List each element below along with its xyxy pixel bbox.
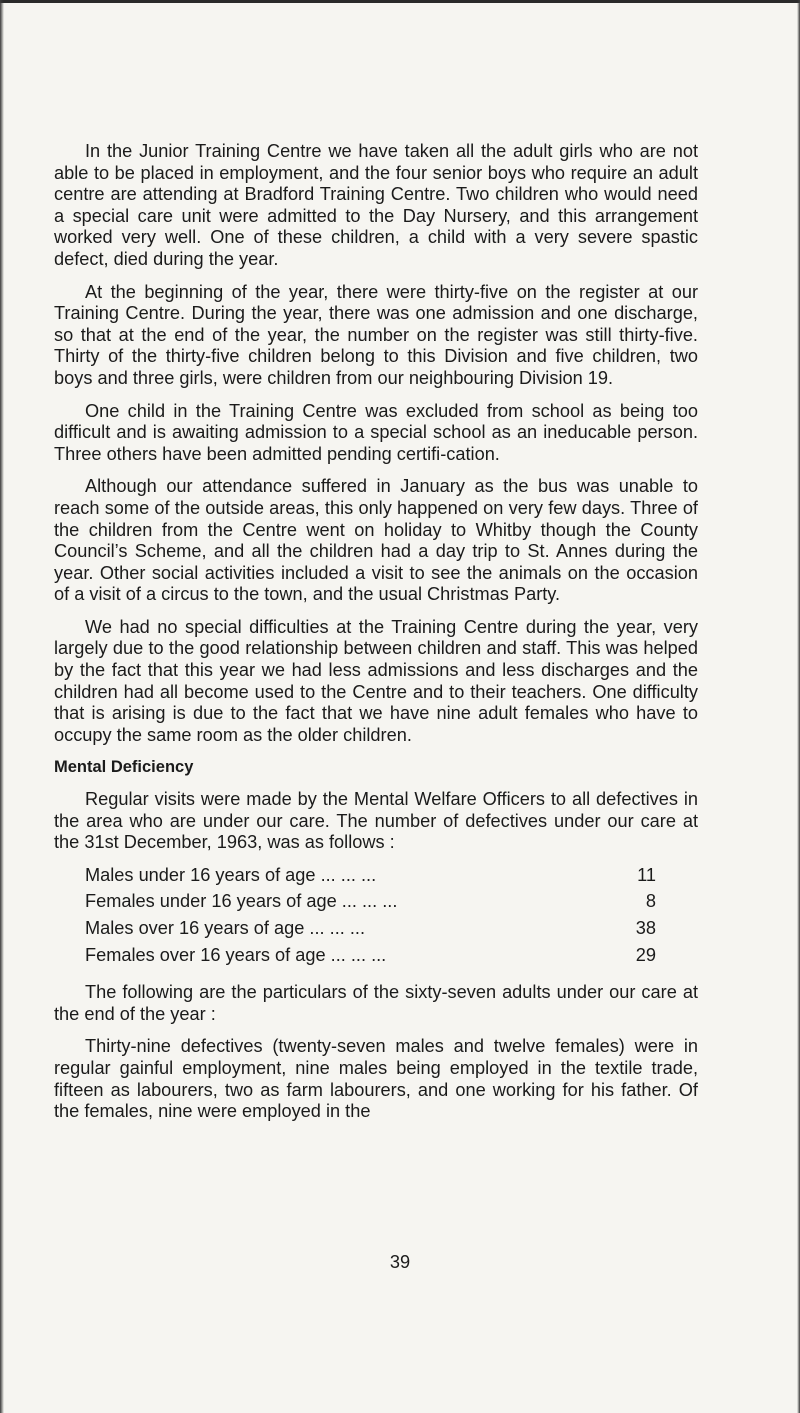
stat-label: Females under 16 years of age ... ... ...: [85, 891, 398, 912]
paragraph-attendance-activities: Although our attendance suffered in January as the bus was unable to reach some of the outside areas, this only happened on very few days. Three of the children from the Centre went on holiday to Whitby though the County Council’s Scheme, and all the children had a day trip to St. Annes during the year. Other social activities included a visit to see the animals on the occasion of a visit of a circus to the town, and the usual Christmas Party.: [54, 476, 698, 605]
defectives-count-table: [85, 865, 656, 971]
paragraph-adults-particulars: The following are the particulars of the sixty-seven adults under our care at the end of the year :: [54, 982, 698, 1024]
stat-value: 8: [645, 891, 656, 912]
paragraph-excluded-child: One child in the Training Centre was excluded from school as being too difficult and is awaiting admission to a special school as an ineducable person. Three others have been admitted pending certifi-cation.: [54, 400, 698, 464]
table-row: [85, 865, 656, 892]
stat-value: 29: [635, 944, 656, 965]
paragraph-register-numbers: At the beginning of the year, there were thirty-five on the register at our Training Centre. During the year, there was one admission and one discharge, so that at the end of the year, the number on the register was still thirty-five. Thirty of the thirty-five children belong to this Division and five children, two boys and three girls, were children from our neighbouring Division 19.: [54, 281, 698, 388]
report-page-body: [54, 141, 698, 1134]
paragraph-mental-welfare-visits: Regular visits were made by the Mental Welfare Officers to all defectives in the area who are under our care. The number of defectives under our care at the 31st December, 1963, was as follows :: [54, 789, 698, 853]
table-row: [85, 891, 656, 918]
page-left-edge-shadow: [0, 0, 4, 1413]
table-row: [85, 945, 656, 972]
stat-label: Females over 16 years of age ... ... ...: [85, 944, 387, 965]
paragraph-junior-training-centre: In the Junior Training Centre we have taken all the adult girls who are not able to be placed in employment, and the four senior boys who require an adult centre are attending at Bradford Training Centre. Two children who would need a special care unit were admitted to the Day Nursery, and this arrangement worked very well. One of these children, a child with a very severe spastic defect, died during the year.: [54, 141, 698, 269]
section-heading-mental-deficiency: Mental Deficiency: [54, 758, 194, 777]
stat-value: 11: [637, 864, 656, 885]
page-top-edge: [0, 0, 800, 3]
stat-value: 38: [635, 918, 656, 938]
table-row: [85, 918, 656, 945]
stat-label: Males under 16 years of age ... ... ...: [85, 864, 377, 885]
paragraph-special-difficulties: We had no special difficulties at the Training Centre during the year, very largely due to the good relationship between children and staff. This was helped by the fact that this year we had less admissions and less discharges and the children had all become used to the Centre and to their teachers. One difficulty that is arising is due to the fact that we have nine adult females who have to occupy the same room as the older children.: [54, 616, 698, 745]
paragraph-gainful-employment: Thirty-nine defectives (twenty-seven males and twelve females) were in regular gainful employment, nine males being employed in the textile trade, fifteen as labourers, two as farm labourers, and one working for his father. Of the females, nine were employed in the: [54, 1036, 698, 1122]
stat-label: Males over 16 years of age ... ... ...: [85, 918, 366, 938]
page-number: 39: [389, 1252, 411, 1272]
